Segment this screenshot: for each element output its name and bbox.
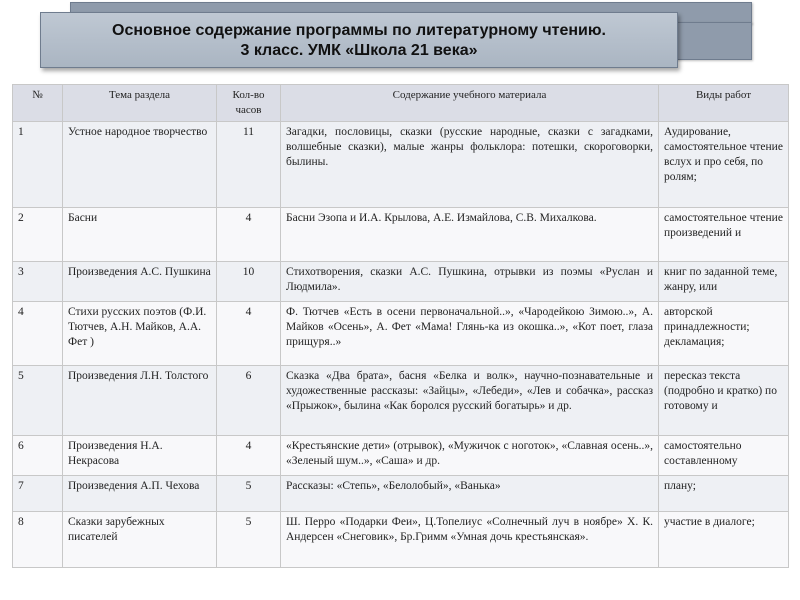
row-topic: Произведения А.П. Чехова — [63, 476, 217, 512]
row-hours: 4 — [217, 208, 281, 262]
row-hours: 4 — [217, 302, 281, 366]
row-topic: Сказки зарубежных писателей — [63, 512, 217, 568]
row-work: книг по заданной теме, жанру, или — [659, 262, 789, 302]
row-num: 7 — [13, 476, 63, 512]
row-hours: 11 — [217, 122, 281, 208]
table-row — [13, 476, 789, 512]
table-row — [13, 262, 789, 302]
row-topic: Произведения А.С. Пушкина — [63, 262, 217, 302]
row-content: Ф. Тютчев «Есть в осени первоначальной..», «Чародейкою Зимою..», А. Майков «Осень», А. Фет «Мама! Глянь-ка из окошка..», «Кот поет, глаза прищуря..» — [281, 302, 659, 366]
row-hours: 5 — [217, 476, 281, 512]
title-line-2: 3 класс. УМК «Школа 21 века» — [240, 42, 478, 59]
row-content: Загадки, пословицы, сказки (русские народные, сказки с загадками, волшебные сказки), малые жанры фольклора: потешки, скороговорки, былины. — [281, 122, 659, 208]
row-content: «Крестьянские дети» (отрывок), «Мужичок с ноготок», «Славная осень..», «Зеленый шум..», «Саша» и др. — [281, 436, 659, 476]
row-content: Сказка «Два брата», басня «Белка и волк», научно-познавательные и художественные рассказы: «Зайцы», «Лебеди», «Лев и собачка», рассказ «Прыжок», былина «Как боролся русский богатырь» и др. — [281, 366, 659, 436]
row-num: 1 — [13, 122, 63, 208]
row-num: 2 — [13, 208, 63, 262]
row-hours: 4 — [217, 436, 281, 476]
row-num: 6 — [13, 436, 63, 476]
table-row — [13, 366, 789, 436]
row-num: 3 — [13, 262, 63, 302]
row-hours: 6 — [217, 366, 281, 436]
row-hours: 5 — [217, 512, 281, 568]
row-work: авторской принадлежности; декламация; — [659, 302, 789, 366]
table-row — [13, 208, 789, 262]
header-content: Содержание учебного материала — [281, 85, 659, 122]
row-work: самостоятельно составленному — [659, 436, 789, 476]
row-topic: Произведения Л.Н. Толстого — [63, 366, 217, 436]
header-topic: Тема раздела — [63, 85, 217, 122]
slide-title-box — [40, 12, 678, 68]
row-work: пересказ текста (подробно и кратко) по готовому и — [659, 366, 789, 436]
row-hours: 10 — [217, 262, 281, 302]
row-work: самостоятельное чтение произведений и — [659, 208, 789, 262]
program-table — [12, 84, 789, 568]
row-topic: Произведения Н.А. Некрасова — [63, 436, 217, 476]
row-work: Аудирование, самостоятельное чтение вслух и про себя, по ролям; — [659, 122, 789, 208]
row-topic: Устное народное творчество — [63, 122, 217, 208]
table-row — [13, 302, 789, 366]
row-content: Ш. Перро «Подарки Феи», Ц.Топелиус «Солнечный луч в ноябре» Х. К. Андерсен «Снеговик», Бр.Гримм «Умная дочь крестьянская». — [281, 512, 659, 568]
row-content: Стихотворения, сказки А.С. Пушкина, отрывки из поэмы «Руслан и Людмила». — [281, 262, 659, 302]
row-topic: Басни — [63, 208, 217, 262]
row-content: Басни Эзопа и И.А. Крылова, А.Е. Измайлова, С.В. Михалкова. — [281, 208, 659, 262]
row-num: 4 — [13, 302, 63, 366]
header-work: Виды работ — [659, 85, 789, 122]
table-row — [13, 122, 789, 208]
header-hours: Кол-во часов — [217, 85, 281, 122]
row-content: Рассказы: «Степь», «Белолобый», «Ванька» — [281, 476, 659, 512]
table-row — [13, 512, 789, 568]
title-line-1: Основное содержание программы по литературному чтению. — [112, 22, 606, 39]
row-work: плану; — [659, 476, 789, 512]
row-num: 5 — [13, 366, 63, 436]
table-header-row — [13, 85, 789, 122]
row-num: 8 — [13, 512, 63, 568]
row-work: участие в диалоге; — [659, 512, 789, 568]
header-num: № — [13, 85, 63, 122]
table-row — [13, 436, 789, 476]
row-topic: Стихи русских поэтов (Ф.И. Тютчев, А.Н. Майков, А.А. Фет ) — [63, 302, 217, 366]
